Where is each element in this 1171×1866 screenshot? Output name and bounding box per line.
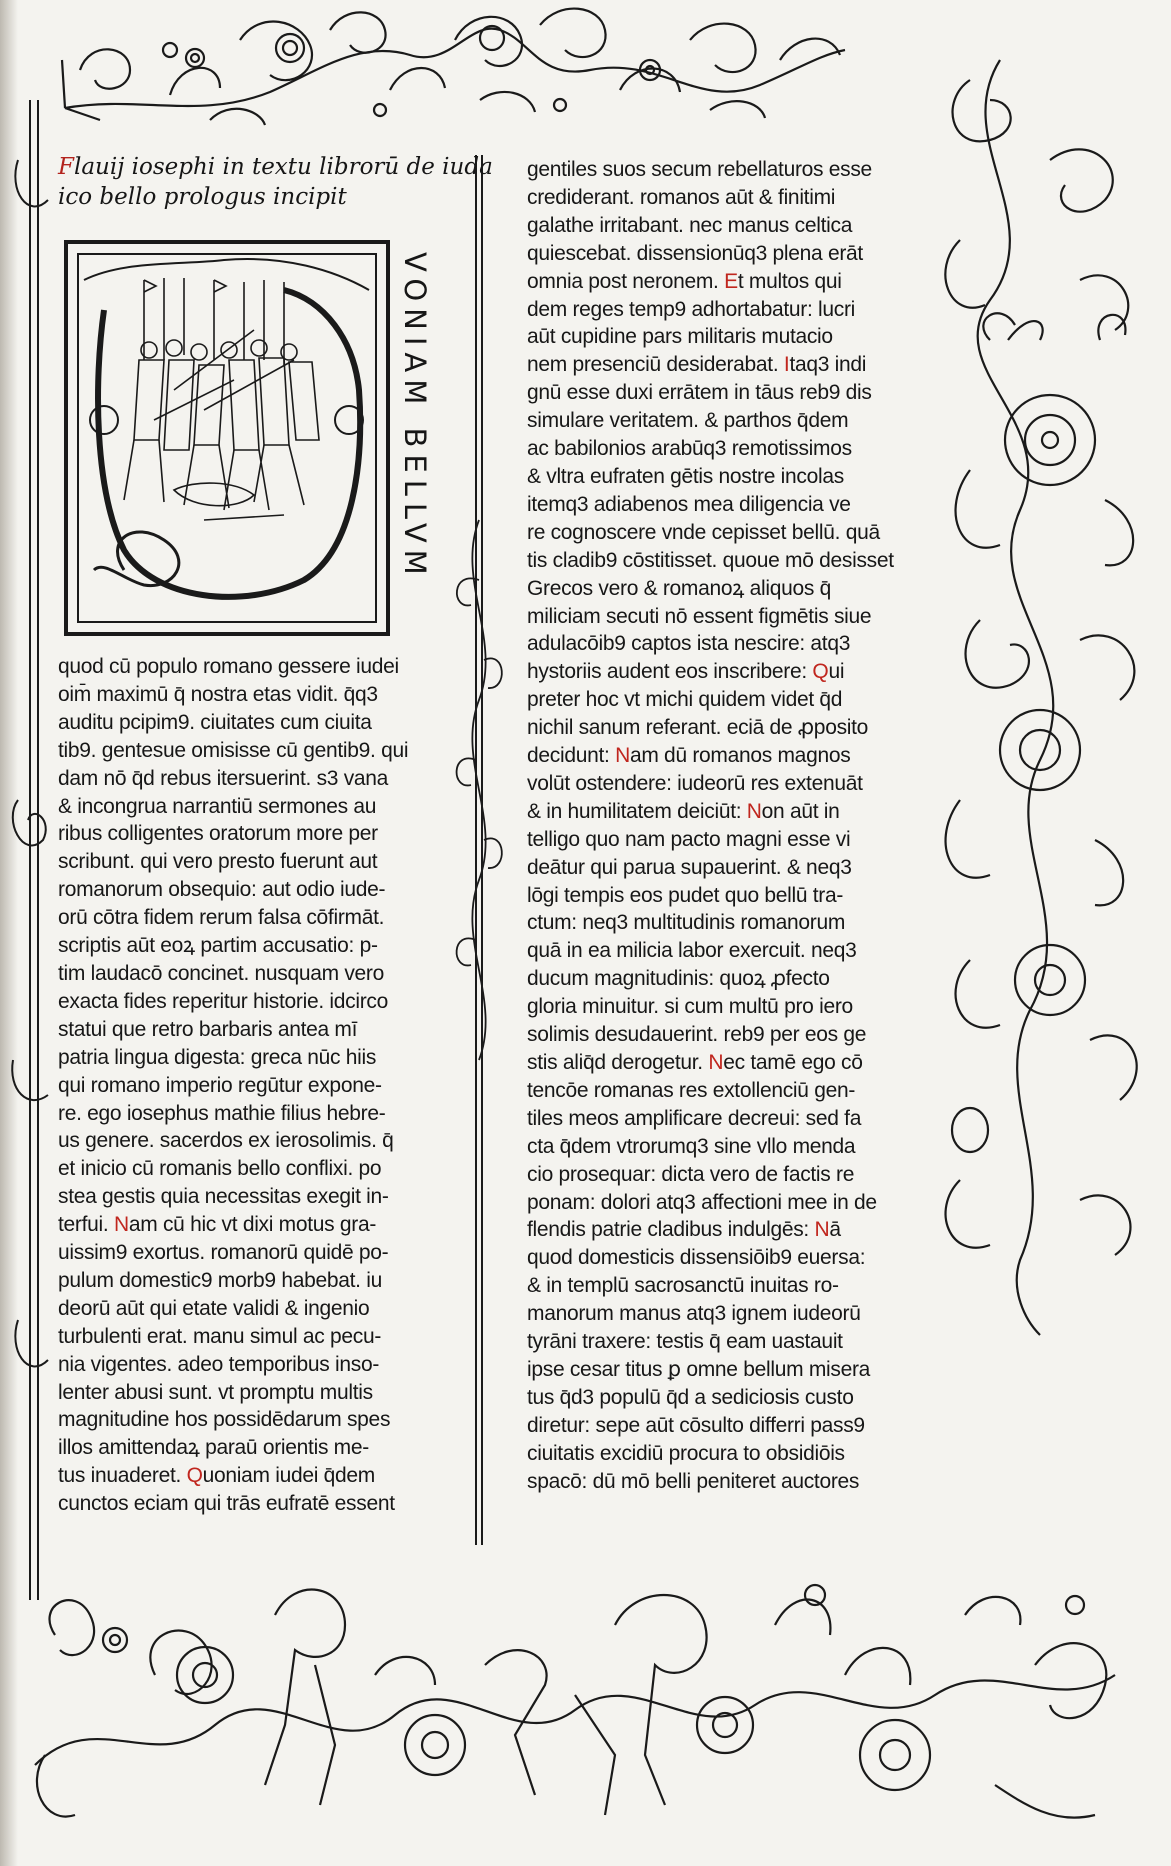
text-line: simulare veritatem. & parthos q̄dem bbox=[527, 409, 849, 433]
text-line: oim̄ maximū q̄ nostra etas vidit. q̄q3 bbox=[58, 682, 378, 706]
text-line: ciuitatis excidiū procura to obsidiōis bbox=[527, 1441, 845, 1465]
text-line: dem reges temp9 adhortabatur: lucri bbox=[527, 297, 856, 321]
text-line: nia vigentes. adeo temporibus inso- bbox=[58, 1352, 380, 1376]
text-line: miliciam secuti nō essent figmētis siue bbox=[527, 604, 872, 628]
text-line: terfui. Nam cū hic vt dixi motus gra- bbox=[58, 1213, 377, 1237]
text-line: solimis desudauerint. reb9 per eos ge bbox=[527, 1023, 867, 1047]
vertical-incipit-initial: VONIAM BELLVM bbox=[398, 252, 432, 582]
text-line: turbulenti erat. manu simul ac pecu- bbox=[58, 1324, 382, 1348]
text-line: galathe irritabant. nec manus celtica bbox=[527, 213, 853, 237]
text-line: tib9. gentesue omisisse cū gentib9. qui bbox=[58, 738, 409, 762]
rubric-capital: N bbox=[615, 744, 630, 768]
left-ornamental-rule bbox=[8, 100, 54, 1600]
text-line: telligo quo nam pacto magni esse vi bbox=[527, 827, 851, 851]
text-line: exacta fides reperitur historie. idcirco bbox=[58, 989, 388, 1013]
text-line: patria lingua digesta: greca nūc hiis bbox=[58, 1045, 377, 1069]
text-line: ac babilonios arabūq3 remotissimos bbox=[527, 437, 852, 461]
text-line: gnū esse duxi errātem in tāus reb9 dis bbox=[527, 381, 872, 405]
text-line: gloria minuitur. si cum multū pro iero bbox=[527, 995, 853, 1019]
right-text-column bbox=[527, 156, 919, 1496]
text-line: & vltra eufraten gētis nostre incolas bbox=[527, 464, 844, 488]
rubric-capital: Q bbox=[186, 1464, 203, 1488]
rubric-capital: N bbox=[814, 1218, 830, 1242]
text-line: spacō: dū mō belli peniteret auctores bbox=[527, 1469, 860, 1493]
text-line: magnitudine hos possidēdarum spes bbox=[58, 1408, 391, 1432]
rubric-capital: N bbox=[708, 1051, 724, 1074]
text-line: flendis patrie cladibus indulgēs: Nā bbox=[527, 1218, 841, 1242]
text-line: crediderant. romanos aūt & finitimi bbox=[527, 185, 836, 209]
text-line: manorum manus atq3 ignem iudeorū bbox=[527, 1302, 861, 1326]
text-line: & incongrua narrantiū sermones au bbox=[58, 794, 377, 818]
text-line: dam nō q̄d rebus itersuerint. s3 vana bbox=[58, 766, 389, 790]
text-line: ipse cesar titus ꝑ omne bellum misera bbox=[527, 1357, 871, 1381]
rubric-capital: N bbox=[113, 1213, 129, 1237]
text-line: re. ego iosephus mathie filius hebre- bbox=[58, 1101, 386, 1125]
text-line: lōgi tempis eos pudet quo bellū tra- bbox=[527, 883, 844, 907]
text-line: aūt cupidine pars militaris mutacio bbox=[527, 325, 833, 349]
column-vine-ornament bbox=[446, 520, 512, 1060]
text-line: nem presenciū desiderabat. Itaq3 indi bbox=[527, 353, 867, 377]
text-line: re cognoscere vnde cepisset bellū. quā bbox=[527, 520, 880, 544]
text-line: quā in ea milicia labor exercuit. neq3 bbox=[527, 939, 857, 963]
text-line: & in humilitatem deiciūt: Non aūt in bbox=[527, 799, 840, 823]
text-line: omnia post neronem. Et multos qui bbox=[527, 269, 842, 293]
rubric-capital: I bbox=[783, 353, 790, 377]
text-line: tyrāni traxere: testis q̄ eam uastauit bbox=[527, 1330, 843, 1354]
text-line: stis aliq̄d derogetur. Nec tamē ego cō bbox=[527, 1051, 863, 1074]
text-line: stea gestis quia necessitas exegit in- bbox=[58, 1185, 389, 1209]
text-line: preter hoc vt michi quidem videt q̄d bbox=[527, 688, 843, 712]
rubric-capital: N bbox=[746, 799, 762, 823]
text-line: ctum: neq3 multitudinis romanorum bbox=[527, 911, 846, 935]
text-line: nichil sanum referant. eciā de ꝓposito bbox=[527, 716, 869, 740]
text-line: itemq3 adiabenos mea diligencia ve bbox=[527, 492, 851, 516]
text-line: quod cū populo romano gessere iudei bbox=[58, 655, 399, 678]
heading-line-1: lauij iosephi in textu librorū de iuda bbox=[73, 154, 493, 180]
text-line: auditu pcipim9. ciuitates cum ciuita bbox=[58, 710, 372, 734]
heading-line-2: ico bello prologus incipit bbox=[58, 184, 347, 210]
text-line: & in templū sacrosanctū inuitas ro- bbox=[527, 1274, 839, 1298]
text-line: ducum magnitudinis: quoꝝ ꝓfecto bbox=[527, 967, 830, 991]
text-line: deorū aūt qui etate validi & ingenio bbox=[58, 1296, 370, 1320]
text-line: uissim9 exortus. romanorū quidē po- bbox=[58, 1241, 389, 1265]
right-floral-border bbox=[930, 40, 1165, 1340]
text-line: deātur qui parua supauerint. & neq3 bbox=[527, 855, 852, 879]
text-line: quod domesticis dissensiōib9 euersa: bbox=[527, 1246, 866, 1270]
rubric-capital: E bbox=[724, 269, 738, 293]
text-line: statui que retro barbaris antea mī bbox=[58, 1017, 358, 1041]
text-line: Grecos vero & romanoꝝ aliquos q̄ bbox=[527, 576, 831, 600]
text-line: cunctos eciam qui trās eufratē essent bbox=[58, 1492, 395, 1516]
incipit-heading bbox=[58, 152, 493, 212]
top-floral-border bbox=[60, 0, 850, 135]
woodcut-initial-illustration bbox=[64, 240, 390, 636]
text-line: romanorum obsequio: aut odio iude- bbox=[58, 878, 386, 902]
text-line: et inicio cū romanis bello conflixi. po bbox=[58, 1157, 382, 1181]
text-line: volūt ostendere: iudeorū res extenuāt bbox=[527, 771, 863, 795]
text-line: tus inuaderet. Quoniam iudei q̄dem bbox=[58, 1464, 375, 1488]
text-line: cio prosequar: dicta vero de factis re bbox=[527, 1162, 855, 1186]
text-line: lenter abusi sunt. vt promptu multis bbox=[58, 1380, 373, 1404]
text-line: tis cladib9 cōstitisset. quoue mō desisset bbox=[527, 548, 894, 572]
rubric-capital: Q bbox=[812, 660, 829, 684]
text-line: hystoriis audent eos inscribere: Qui bbox=[527, 660, 845, 684]
text-line: tus q̄d3 populū q̄d a sediciosis custo bbox=[527, 1385, 854, 1409]
left-text-column bbox=[58, 653, 446, 1518]
text-line: tiles meos amplificare decreui: sed fa bbox=[527, 1106, 862, 1130]
text-line: ponam: dolori atq3 affectioni mee in de bbox=[527, 1190, 877, 1214]
text-line: us genere. sacerdos ex ierosolimis. q̄ bbox=[58, 1129, 394, 1153]
text-line: diretur: sepe aūt cōsulto differri pass9 bbox=[527, 1413, 865, 1437]
text-line: illos amittendaꝝ paraū orientis me- bbox=[58, 1436, 369, 1460]
bottom-floral-border bbox=[15, 1525, 1165, 1855]
text-line: gentiles suos secum rebellaturos esse bbox=[527, 158, 872, 181]
text-line: scribunt. qui vero presto fuerunt aut bbox=[58, 850, 378, 874]
text-line: orū cōtra fidem rerum falsa cōfirmāt. bbox=[58, 906, 385, 930]
text-line: tim laudacō concinet. nusquam vero bbox=[58, 961, 384, 985]
text-line: quiescebat. dissensionūq3 plena erāt bbox=[527, 241, 863, 265]
heading-rubric-initial: F bbox=[58, 154, 74, 180]
text-line: decidunt: Nam dū romanos magnos bbox=[527, 744, 851, 768]
text-line: pulum domestic9 morb9 habebat. iu bbox=[58, 1268, 382, 1292]
text-line: adulacōib9 captos ista nescire: atq3 bbox=[527, 632, 851, 656]
text-line: ribus colligentes oratorum more per bbox=[58, 822, 378, 846]
text-line: qui romano imperio regūtur expone- bbox=[58, 1073, 382, 1097]
text-line: tencōe romanas res extollenciū gen- bbox=[527, 1078, 856, 1102]
text-line: scriptis aūt eoꝝ partim accusatio: p- bbox=[58, 934, 378, 958]
text-line: cta q̄dem vtrorumq3 sine vllo menda bbox=[527, 1134, 856, 1158]
